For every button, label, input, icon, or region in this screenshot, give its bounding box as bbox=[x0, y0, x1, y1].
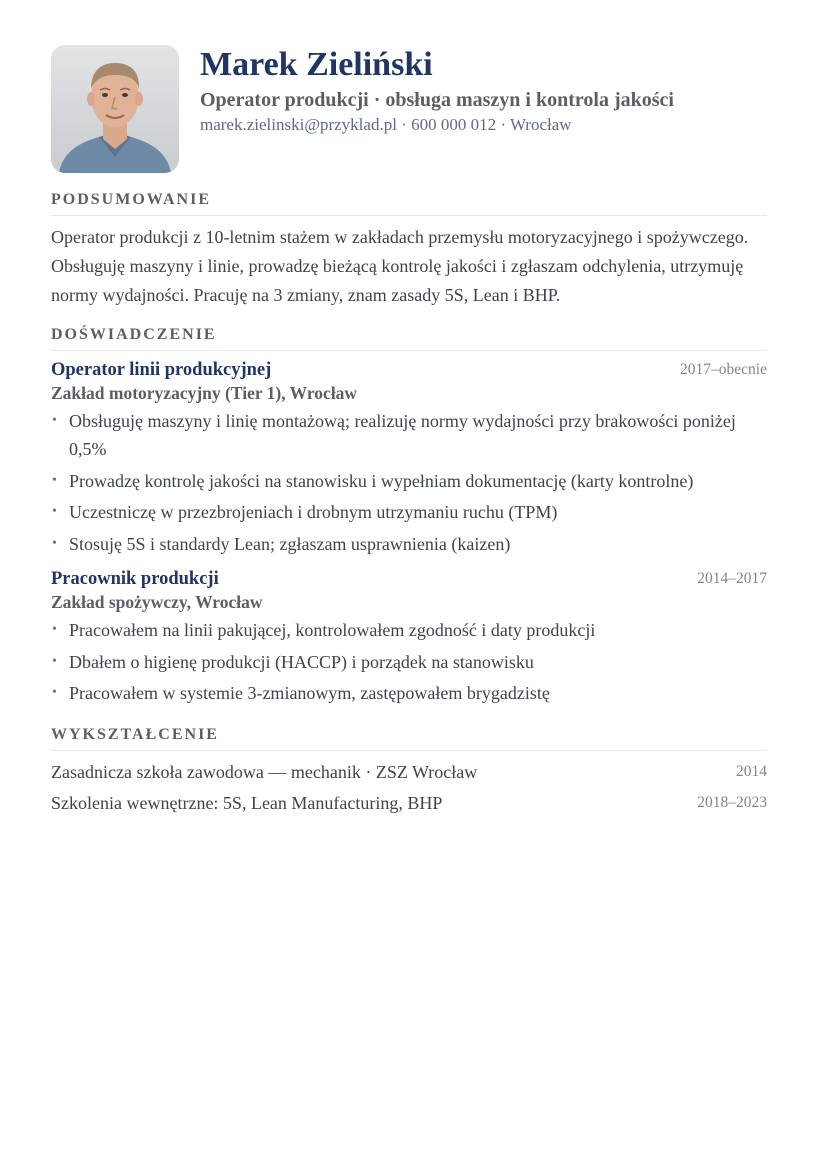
job-dates: 2014–2017 bbox=[697, 570, 767, 587]
bullet-text: Obsługuję maszyny i linię montażową; realizuję normy wydajności przy brakowości poniżej 0,5% bbox=[69, 411, 736, 459]
education-text: Szkolenia wewnętrzne: 5S, Lean Manufacturing, BHP bbox=[51, 793, 443, 813]
section-divider bbox=[51, 215, 767, 216]
bullet-text: Dbałem o higienę produkcji (HACCP) i porządek na stanowisku bbox=[69, 651, 534, 672]
education-date: 2018–2023 bbox=[697, 794, 767, 811]
bullet-text: Pracowałem na linii pakującej, kontrolowałem zgodność i daty produkcji bbox=[69, 620, 596, 640]
job-bullets bbox=[51, 616, 767, 711]
job-company: Zakład motoryzacyjny (Tier 1), Wrocław bbox=[51, 383, 358, 403]
section-title-experience: DOŚWIADCZENIE bbox=[51, 326, 217, 343]
job-subtitle: Operator produkcji · obsługa maszyn i kontrola jakości bbox=[200, 89, 674, 111]
education-date: 2014 bbox=[736, 763, 767, 780]
list-item: • Stosuję 5S i standardy Lean; zgłaszam usprawnienia (kaizen) bbox=[52, 533, 511, 554]
contact-line: marek.zielinski@przyklad.pl · 600 000 012 · Wrocław bbox=[200, 115, 572, 134]
education-text: Zasadnicza szkoła zawodowa — mechanik · ZSZ Wrocław bbox=[51, 762, 478, 782]
job-company: Zakład spożywczy, Wrocław bbox=[51, 592, 263, 612]
summary-text: Operator produkcji z 10-letnim stażem w zakładach przemysłu motoryzacyjnego i spożywczego. Obsługuję maszyny i linie, prowadzę bieżącą kontrolę jakości i zgłaszam odchylenia, utrzymuję normy wydajności. Pracuję na 3 zmiany, znam zasady 5S, Lean i BHP. bbox=[51, 227, 749, 305]
bullet-text: Uczestniczę w przezbrojeniach i drobnym utrzymaniu ruchu (TPM) bbox=[69, 502, 558, 522]
section-divider bbox=[51, 350, 767, 351]
job-title: Operator linii produkcyjnej bbox=[51, 360, 272, 380]
person-name: Marek Zieliński bbox=[200, 46, 433, 83]
bullet-text: Stosuję 5S i standardy Lean; zgłaszam usprawnienia (kaizen) bbox=[69, 533, 511, 554]
section-divider bbox=[51, 750, 767, 751]
education-row bbox=[51, 791, 767, 815]
job-dates: 2017–obecnie bbox=[680, 361, 767, 378]
list-item: • Obsługuję maszyny i linię montażową; realizuję normy wydajności przy brakowości poniżej 0,5% bbox=[52, 411, 736, 459]
bullet-text: Prowadzę kontrolę jakości na stanowisku i wypełniam dokumentację (karty kontrolne) bbox=[69, 470, 694, 491]
job-header bbox=[51, 358, 767, 382]
cv-header bbox=[51, 45, 767, 173]
list-item: • Pracowałem w systemie 3-zmianowym, zastępowałem brygadzistę bbox=[52, 683, 550, 703]
bullet-text: Pracowałem w systemie 3-zmianowym, zastępowałem brygadzistę bbox=[69, 683, 550, 703]
job-header bbox=[51, 567, 767, 591]
list-item: • Pracowałem na linii pakującej, kontrolowałem zgodność i daty produkcji bbox=[52, 620, 596, 640]
job-bullets bbox=[51, 407, 767, 561]
education-row bbox=[51, 760, 767, 784]
summary-section-heading bbox=[51, 190, 767, 216]
profile-photo bbox=[51, 45, 179, 173]
job-title: Pracownik produkcji bbox=[51, 569, 219, 589]
list-item: • Dbałem o higienę produkcji (HACCP) i porządek na stanowisku bbox=[52, 651, 534, 672]
list-item: • Prowadzę kontrolę jakości na stanowisku i wypełniam dokumentację (karty kontrolne) bbox=[52, 470, 694, 491]
list-item: • Uczestniczę w przezbrojeniach i drobnym utrzymaniu ruchu (TPM) bbox=[52, 502, 558, 522]
section-title-summary: PODSUMOWANIE bbox=[51, 191, 212, 208]
section-title-education: WYKSZTAŁCENIE bbox=[51, 726, 219, 743]
education-section-heading bbox=[51, 725, 767, 751]
experience-section-heading bbox=[51, 325, 767, 351]
